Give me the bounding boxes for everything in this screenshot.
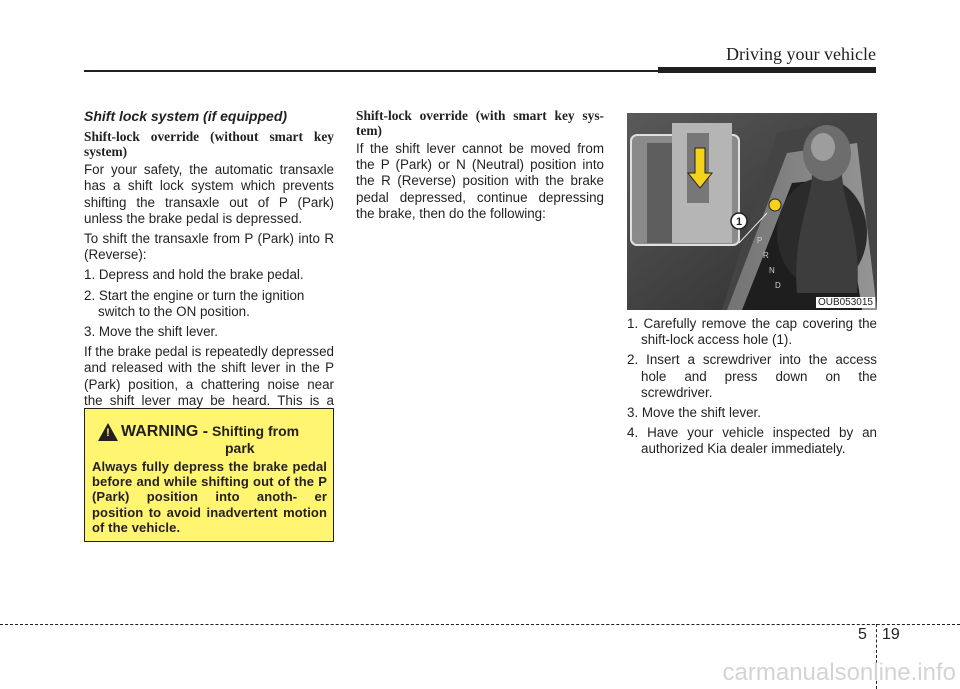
- section-title: Shift lock system (if equipped): [84, 108, 288, 124]
- warning-box: [84, 408, 334, 542]
- footer-rule: [0, 624, 960, 625]
- svg-text:P: P: [757, 236, 763, 245]
- step-item: 3. Move the shift lever.: [627, 405, 761, 421]
- warning-title-a: Shifting from: [212, 423, 300, 439]
- step-item: 2. Start the engine or turn the ignition switch to the ON position.: [84, 287, 305, 319]
- right-column: [627, 316, 877, 462]
- page-number: 19: [882, 626, 900, 643]
- step-item: 4. Have your vehicle inspected by an authorized Kia dealer immediately.: [627, 425, 877, 457]
- warning-title-b: park: [225, 440, 255, 456]
- paragraph: To shift the transaxle from P (Park) into R (Reverse):: [84, 231, 334, 263]
- step-item: 1. Depress and hold the brake pedal.: [84, 267, 304, 283]
- warning-body: Always fully depress the brake pedal before and while shifting out of the P (Park) position into anoth- er position to avoid inadvertent motion of the vehicle.: [92, 459, 327, 535]
- step-item: 1. Carefully remove the cap covering the shift-lock access hole (1).: [627, 316, 877, 348]
- shift-lever-photo: [627, 113, 877, 310]
- warning-title: [121, 423, 299, 440]
- subsection-heading: Shift-lock override (with smart key sys- tem): [356, 108, 604, 138]
- svg-text:R: R: [763, 251, 769, 260]
- shift-lever-illustration: [627, 113, 877, 310]
- header-title: Driving your vehicle: [726, 44, 876, 64]
- step-item: 2. Insert a screwdriver into the access hole and press down on the screwdriver.: [627, 352, 877, 400]
- chapter-number: 5: [858, 626, 867, 643]
- step-item: 3. Move the shift lever.: [84, 324, 218, 340]
- warning-label: WARNING -: [121, 423, 209, 440]
- header-rule: [84, 70, 658, 72]
- callout-number: 1: [735, 216, 743, 228]
- watermark-link[interactable]: carmanualsonline.info: [722, 659, 956, 686]
- paragraph: If the shift lever cannot be moved from the P (Park) or N (Neutral) position into the R (Reverse) position with the brake pedal depressed, continue depressing the brake, then do the following:: [356, 141, 604, 221]
- subsection-heading: Shift-lock override (without smart key system): [84, 129, 334, 160]
- svg-text:D: D: [775, 281, 781, 290]
- header-rule-thick: [658, 67, 876, 73]
- photo-code: OUB053015: [817, 297, 873, 308]
- middle-column: [356, 108, 604, 226]
- paragraph: For your safety, the automatic transaxle has a shift lock system which prevents shifting the transaxle out of P (Park) unless the brake pedal is depressed.: [84, 162, 334, 226]
- paragraph: If the brake pedal is repeatedly depressed and released with the shift lever in the P (Park) position, a chattering noise near the shift lever may be heard. This is a: [84, 344, 334, 408]
- svg-text:N: N: [769, 266, 775, 275]
- warning-icon-mark: !: [106, 427, 110, 439]
- left-column: [84, 108, 334, 429]
